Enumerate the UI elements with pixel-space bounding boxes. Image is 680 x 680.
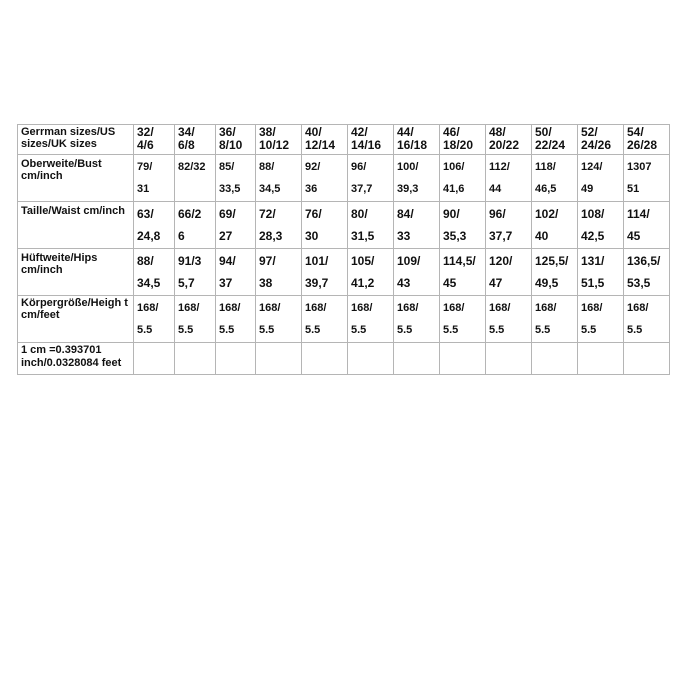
table-cell [348,343,394,375]
header-row [18,125,670,155]
cell-value: 96/ 37,7 [489,207,513,243]
table-cell [256,202,302,249]
size-header-cell [216,125,256,155]
table-cell [256,155,302,202]
size-header-cell [175,125,216,155]
size-header-text: 40/ 12/14 [305,125,336,152]
table-cell [394,202,440,249]
cell-value: 168/ 5.5 [535,302,557,336]
cell-value: 90/ 35,3 [443,207,467,243]
table-cell [134,343,175,375]
size-header-cell [440,125,486,155]
size-header-text: 50/ 22/24 [535,125,566,152]
cell-value: 168/ 5.5 [443,302,465,336]
row-label: Taille/Waist cm/inch [18,202,134,249]
cell-value: 96/ 37,7 [351,161,373,195]
table-row [18,202,670,249]
table-cell [348,202,394,249]
table-cell [486,249,532,296]
table-cell [440,249,486,296]
row-label: Hüftweite/Hips cm/inch [18,249,134,296]
size-header-text: 52/ 24/26 [581,125,612,152]
cell-value: 80/ 31,5 [351,207,375,243]
table-cell [624,343,670,375]
table-cell [486,296,532,343]
cell-value: 82/32 [178,161,206,173]
cell-value: 66/2 6 [178,207,202,243]
table-cell [134,249,175,296]
header-label: Gerrman sizes/US sizes/UK sizes [18,125,134,155]
cell-value: 168/ 5.5 [219,302,241,336]
size-header-text: 44/ 16/18 [397,125,428,152]
table-cell [134,296,175,343]
table-cell [440,155,486,202]
table-cell [440,296,486,343]
table-cell [624,202,670,249]
table-cell [532,202,578,249]
table-cell [216,202,256,249]
cell-value: 85/ 33,5 [219,161,241,195]
table-cell [348,249,394,296]
table-cell [216,343,256,375]
table-cell [134,155,175,202]
table-cell [302,155,348,202]
cell-value: 168/ 5.5 [178,302,200,336]
cell-value: 76/ 30 [305,207,322,243]
size-header-text: 54/ 26/28 [627,125,658,152]
table-cell [624,296,670,343]
table-cell [256,249,302,296]
table-cell [216,249,256,296]
cell-value: 168/ 5.5 [259,302,281,336]
table-cell [532,343,578,375]
table-cell [302,202,348,249]
cell-value: 105/ 41,2 [351,254,375,290]
size-header-cell [134,125,175,155]
cell-value: 1307 51 [627,161,652,195]
cell-value: 114/ 45 [627,207,650,243]
table-cell [624,155,670,202]
cell-value: 88/ 34,5 [137,254,161,290]
size-chart-table [17,124,670,375]
table-cell [302,249,348,296]
table-cell [578,249,624,296]
table-cell [486,155,532,202]
table-cell [348,155,394,202]
table-cell [256,296,302,343]
cell-value: 63/ 24,8 [137,207,161,243]
table-row [18,296,670,343]
cell-value: 88/ 34,5 [259,161,281,195]
cell-value: 72/ 28,3 [259,207,283,243]
size-header-text: 46/ 18/20 [443,125,474,152]
size-header-text: 42/ 14/16 [351,125,382,152]
cell-value: 168/ 5.5 [305,302,327,336]
cell-value: 106/ 41,6 [443,161,465,195]
table-cell [216,155,256,202]
table-cell [532,296,578,343]
table-row [18,249,670,296]
cell-value: 114,5/ 45 [443,254,476,290]
table-row [18,155,670,202]
table-cell [394,343,440,375]
cell-value: 168/ 5.5 [397,302,419,336]
conversion-note: 1 cm =0.393701 inch/0.0328084 feet [18,343,134,375]
cell-value: 97/ 38 [259,254,276,290]
table-cell [175,249,216,296]
table-cell [216,296,256,343]
cell-value: 168/ 5.5 [137,302,159,336]
table-cell [486,343,532,375]
cell-value: 136,5/ 53,5 [627,254,661,290]
cell-value: 100/ 39,3 [397,161,419,195]
table-cell [532,155,578,202]
cell-value: 118/ 46,5 [535,161,557,195]
cell-value: 112/ 44 [489,161,510,195]
table-cell [578,343,624,375]
table-cell [175,343,216,375]
size-header-cell [394,125,440,155]
table-cell [624,249,670,296]
size-header-text: 38/ 10/12 [259,125,290,152]
cell-value: 101/ 39,7 [305,254,329,290]
size-header-text: 36/ 8/10 [219,125,243,152]
table-cell [175,296,216,343]
table-cell [302,343,348,375]
table-cell [486,202,532,249]
size-header-cell [624,125,670,155]
table-cell [394,249,440,296]
size-header-text: 32/ 4/6 [137,125,154,152]
cell-value: 102/ 40 [535,207,559,243]
size-header-text: 48/ 20/22 [489,125,520,152]
table-cell [175,155,216,202]
cell-value: 120/ 47 [489,254,513,290]
size-header-cell [578,125,624,155]
table-cell [256,343,302,375]
cell-value: 108/ 42,5 [581,207,605,243]
row-label: Körpergröße/Heigh t cm/feet [18,296,134,343]
cell-value: 125,5/ 49,5 [535,254,569,290]
table-cell [440,343,486,375]
cell-value: 131/ 51,5 [581,254,605,290]
table-cell [578,296,624,343]
size-header-cell [532,125,578,155]
table-cell [348,296,394,343]
cell-value: 109/ 43 [397,254,421,290]
cell-value: 91/3 5,7 [178,254,202,290]
row-label: Oberweite/Bust cm/inch [18,155,134,202]
cell-value: 94/ 37 [219,254,236,290]
cell-value: 92/ 36 [305,161,321,195]
table-row [18,343,670,375]
cell-value: 69/ 27 [219,207,236,243]
size-header-cell [486,125,532,155]
cell-value: 168/ 5.5 [351,302,373,336]
table-cell [134,202,175,249]
table-cell [578,155,624,202]
size-header-cell [256,125,302,155]
size-header-text: 34/ 6/8 [178,125,195,152]
table-cell [440,202,486,249]
table-cell [394,155,440,202]
size-header-cell [348,125,394,155]
cell-value: 168/ 5.5 [627,302,649,336]
table-cell [394,296,440,343]
cell-value: 84/ 33 [397,207,414,243]
cell-value: 168/ 5.5 [581,302,603,336]
table-cell [175,202,216,249]
table-cell [302,296,348,343]
table-cell [532,249,578,296]
table-cell [578,202,624,249]
cell-value: 124/ 49 [581,161,603,195]
cell-value: 168/ 5.5 [489,302,511,336]
size-header-cell [302,125,348,155]
cell-value: 79/ 31 [137,161,153,195]
